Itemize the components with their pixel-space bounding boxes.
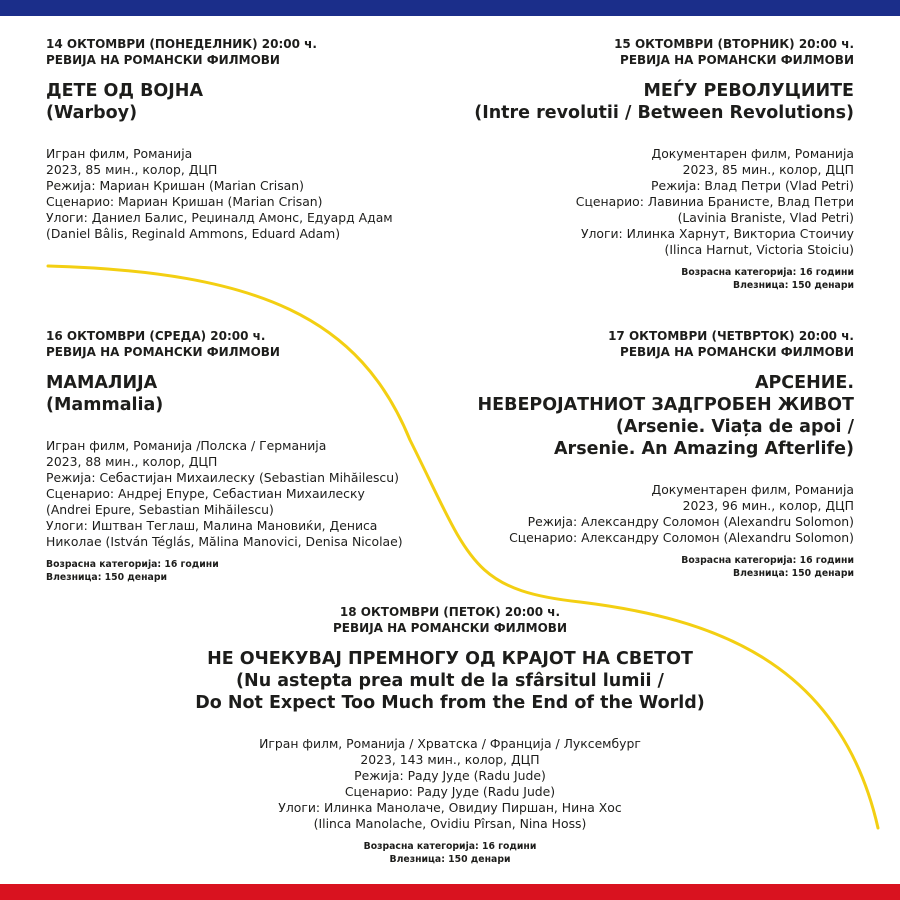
age-rating: Возрасна категорија: 16 години [363,841,537,852]
top-color-bar [0,0,900,16]
film-detail-line: (Lavinia Braniste, Vlad Petri) [677,210,854,225]
ticket-price: Влезница: 150 денари [46,572,167,583]
event-series: РЕВИЈА НА РОМАНСКИ ФИЛМОВИ [620,53,854,67]
event-date: 17 ОКТОМВРИ (ЧЕТВРТОК) 20:00 ч. [608,329,854,343]
film-detail-line: 2023, 85 мин., колор, ДЦП [682,162,854,177]
film-detail-line: Улоги: Иштван Теглаш, Малина Мановиќи, Дениса [46,518,378,533]
film-detail-line: Николае (István Téglás, Mălina Manovici, Denisa Nicolae) [46,534,403,549]
film-details [478,482,854,546]
event-series: РЕВИЈА НА РОМАНСКИ ФИЛМОВИ [333,621,567,635]
age-rating: Возрасна категорија: 16 години [46,559,219,570]
film-title [474,80,854,124]
film-detail-line: 2023, 85 мин., колор, ДЦП [46,162,218,177]
film-detail-line: (Ilinca Manolache, Ovidiu Pîrsan, Nina Hoss) [313,816,587,831]
film-title-line: МЕЃУ РЕВОЛУЦИИТЕ [643,81,854,101]
film-detail-line: Режија: Мариан Кришан (Marian Crisan) [46,178,304,193]
film-detail-line: Сценарио: Андреј Епуре, Себастиан Михаилеску [46,486,365,501]
film-title [0,648,900,714]
film-title [46,80,393,124]
film-detail-line: (Daniel Bâlis, Reginald Ammons, Eduard Adam) [46,226,341,241]
film-detail-line: Режија: Раду Јуде (Radu Jude) [354,768,546,783]
film-details [0,736,900,832]
film-title-line: (Intre revolutii / Between Revolutions) [474,103,854,123]
film-details [474,146,854,258]
bottom-color-bar [0,884,900,900]
film-detail-line: Режија: Себастијан Михаилеску (Sebastian Mihăilescu) [46,470,399,485]
film-detail-line: Игран филм, Романија [46,146,193,161]
event-series: РЕВИЈА НА РОМАНСКИ ФИЛМОВИ [46,345,280,359]
event-date: 15 ОКТОМВРИ (ВТОРНИК) 20:00 ч. [614,37,854,51]
film-meta [0,840,900,866]
film-title-line: АРСЕНИЕ. [754,373,854,393]
event-oct-17 [478,328,854,580]
film-detail-line: Режија: Александру Соломон (Alexandru Solomon) [527,514,854,529]
film-detail-line: Документарен филм, Романија [651,482,854,497]
event-oct-16 [46,328,403,584]
film-title-line: Arsenie. An Amazing Afterlife) [554,439,854,459]
film-title-line: НЕВЕРОЈАТНИОТ ЗАДГРОБЕН ЖИВОТ [477,395,854,415]
event-oct-14 [46,36,393,242]
film-detail-line: Документарен филм, Романија [651,146,854,161]
film-details [46,146,393,242]
film-detail-line: Сценарио: Лавиниа Бранисте, Влад Петри [575,194,854,209]
film-title-line: НЕ ОЧЕКУВАЈ ПРЕМНОГУ ОД КРАЈОТ НА СВЕТОТ [207,649,693,669]
age-rating: Возрасна категорија: 16 години [681,555,854,566]
ticket-price: Влезница: 150 денари [733,568,854,579]
event-date: 18 ОКТОМВРИ (ПЕТОК) 20:00 ч. [339,605,561,619]
film-detail-line: Улоги: Илинка Харнут, Викториа Стоичиу [580,226,854,241]
film-meta [46,558,403,584]
film-title-line: ДЕТЕ ОД ВОЈНА [46,81,203,101]
film-detail-line: Игран филм, Романија /Полска / Германија [46,438,327,453]
film-detail-line: Режија: Влад Петри (Vlad Petri) [650,178,854,193]
film-detail-line: Сценарио: Раду Јуде (Radu Jude) [344,784,556,799]
event-series: РЕВИЈА НА РОМАНСКИ ФИЛМОВИ [46,53,280,67]
film-meta [478,554,854,580]
film-title [478,372,854,460]
age-rating: Возрасна категорија: 16 години [681,267,854,278]
film-title-line: МАМАЛИЈА [46,373,158,393]
event-series: РЕВИЈА НА РОМАНСКИ ФИЛМОВИ [620,345,854,359]
film-detail-line: Сценарио: Александру Соломон (Alexandru Solomon) [509,530,854,545]
event-oct-18 [0,604,900,866]
film-detail-line: 2023, 96 мин., колор, ДЦП [682,498,854,513]
film-title [46,372,403,416]
film-detail-line: Улоги: Даниел Балис, Реџиналд Амонс, Едуард Адам [46,210,393,225]
film-title-line: (Nu astepta prea mult de la sfârsitul lumii / [236,671,664,691]
event-date: 14 ОКТОМВРИ (ПОНЕДЕЛНИК) 20:00 ч. [46,37,317,51]
ticket-price: Влезница: 150 денари [389,854,511,865]
event-date: 16 ОКТОМВРИ (СРЕДА) 20:00 ч. [46,329,266,343]
ticket-price: Влезница: 150 денари [733,280,854,291]
film-detail-line: (Ilinca Harnut, Victoria Stoiciu) [664,242,854,257]
film-detail-line: Улоги: Илинка Манолаче, Овидиу Пиршан, Нина Хос [278,800,622,815]
film-detail-line: (Andrei Epure, Sebastian Mihăilescu) [46,502,274,517]
film-detail-line: Игран филм, Романија / Хрватска / Франција / Луксембург [259,736,641,751]
film-detail-line: Сценарио: Мариан Кришан (Marian Crisan) [46,194,323,209]
film-title-line: Do Not Expect Too Much from the End of the World) [195,693,705,713]
film-title-line: (Arsenie. Viața de apoi / [615,417,854,437]
film-detail-line: 2023, 88 мин., колор, ДЦП [46,454,218,469]
film-title-line: (Mammalia) [46,395,164,415]
film-title-line: (Warboy) [46,103,138,123]
event-oct-15 [474,36,854,292]
film-detail-line: 2023, 143 мин., колор, ДЦП [360,752,540,767]
film-details [46,438,403,550]
film-meta [474,266,854,292]
